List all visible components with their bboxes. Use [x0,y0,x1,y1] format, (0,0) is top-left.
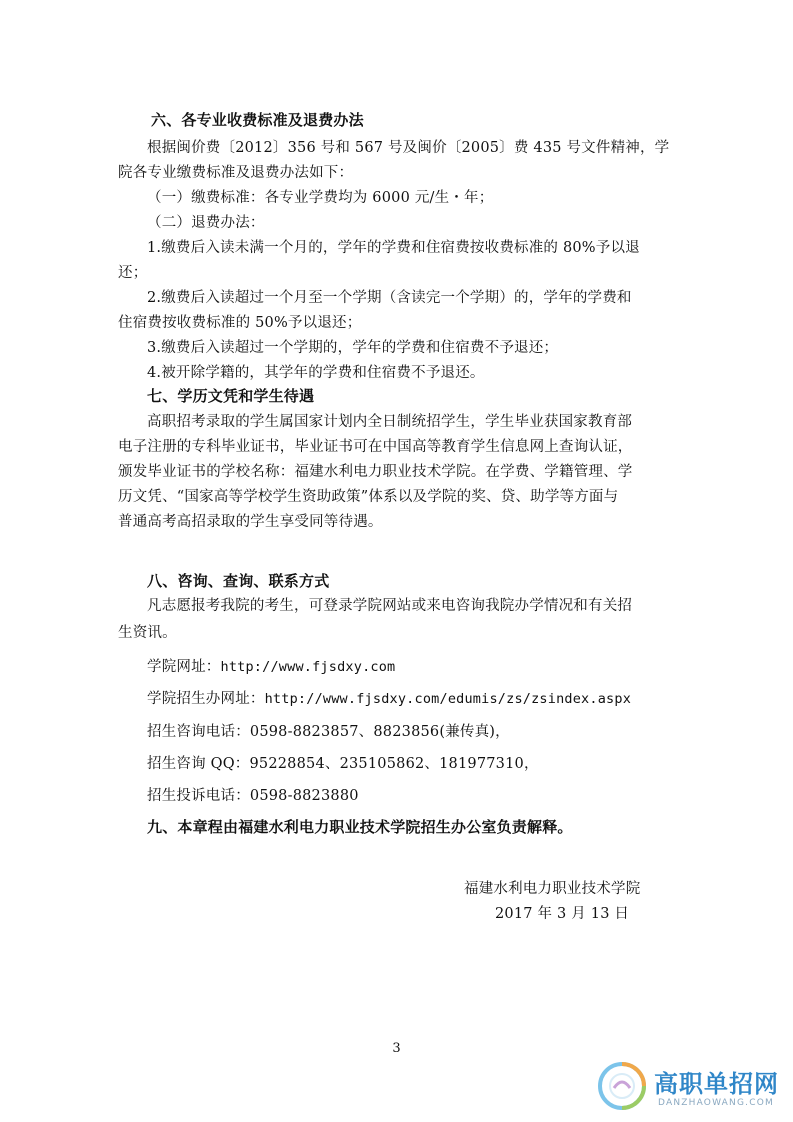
fee-standard: （一）缴费标准：各专业学费均为 6000 元/生・年； [147,190,494,206]
section-7-heading: 七、学历文凭和学生待遇 [147,387,315,405]
admissions-phone: 招生咨询电话：0598-8823857、8823856(兼传真)， [147,724,510,740]
admissions-website-link[interactable]: http://www.fjsdxy.com/edumis/zs/zsindex.aspx [264,691,632,707]
school-website-link[interactable]: http://www.fjsdxy.com [220,659,396,675]
refund-item-4: 4.被开除学籍的，其学年的学费和住宿费不予退还。 [147,365,485,381]
complaint-phone: 招生投诉电话：0598-8823880 [147,788,359,804]
section-7-para-line-4: 历文凭、“国家高等学校学生资助政策”体系以及学院的奖、贷、助学等方面与 [118,489,619,505]
school-website-row [147,657,395,677]
refund-item-3: 3.缴费后入读超过一个学期的，学年的学费和住宿费不予退还； [147,340,559,356]
watermark-subtitle: DANZHAOWANG.COM [658,1098,774,1108]
admissions-qq: 招生咨询 QQ：95228854、235105862、181977310， [147,756,539,772]
section-7-para-line-1: 高职招考录取的学生属国家计划内全日制统招学生，学生毕业获国家教育部 [147,414,633,430]
section-7-para-line-5: 普通高考高招录取的学生享受同等待遇。 [118,514,383,530]
school-website-label: 学院网址： [147,659,221,675]
section-7-para-line-2: 电子注册的专科毕业证书，毕业证书可在中国高等教育学生信息网上查询认证， [118,439,633,455]
section-8-para-line-1: 凡志愿报考我院的考生，可登录学院网站或来电咨询我院办学情况和有关招 [147,598,633,614]
admissions-website-label: 学院招生办网址： [147,691,265,707]
page-number: 3 [392,1041,401,1056]
section-8-heading: 八、咨询、查询、联系方式 [147,572,330,590]
section-6-intro-line-1: 根据闽价费〔2012〕356 号和 567 号及闽价〔2005〕费 435 号文件精神，学 [147,140,670,156]
watermark-title: 高职单招网 [654,1070,779,1098]
site-watermark [598,1062,788,1116]
section-6-intro-line-2: 院各专业缴费标准及退费办法如下： [118,165,354,181]
refund-item-1-line-1: 1.缴费后入读未满一个月的，学年的学费和住宿费按收费标准的 80%予以退 [147,240,640,256]
signature-organization: 福建水利电力职业技术学院 [464,881,641,897]
refund-title: （二）退费办法： [147,215,265,231]
admissions-website-row [147,689,631,709]
watermark-logo-icon [598,1062,646,1110]
section-8-para-line-2: 生资讯。 [118,625,177,641]
section-7-para-line-3: 颁发毕业证书的学校名称：福建水利电力职业技术学院。在学费、学籍管理、学 [118,464,633,480]
refund-item-1-line-2: 还； [118,265,148,281]
signature-date: 2017 年 3 月 13 日 [495,906,630,922]
section-9-heading: 九、本章程由福建水利电力职业技术学院招生办公室负责解释。 [147,818,573,836]
section-6-heading: 六、各专业收费标准及退费办法 [151,111,364,129]
refund-item-2-line-2: 住宿费按收费标准的 50%予以退还； [118,315,362,331]
refund-item-2-line-1: 2.缴费后入读超过一个月至一个学期（含读完一个学期）的，学年的学费和 [147,290,632,306]
